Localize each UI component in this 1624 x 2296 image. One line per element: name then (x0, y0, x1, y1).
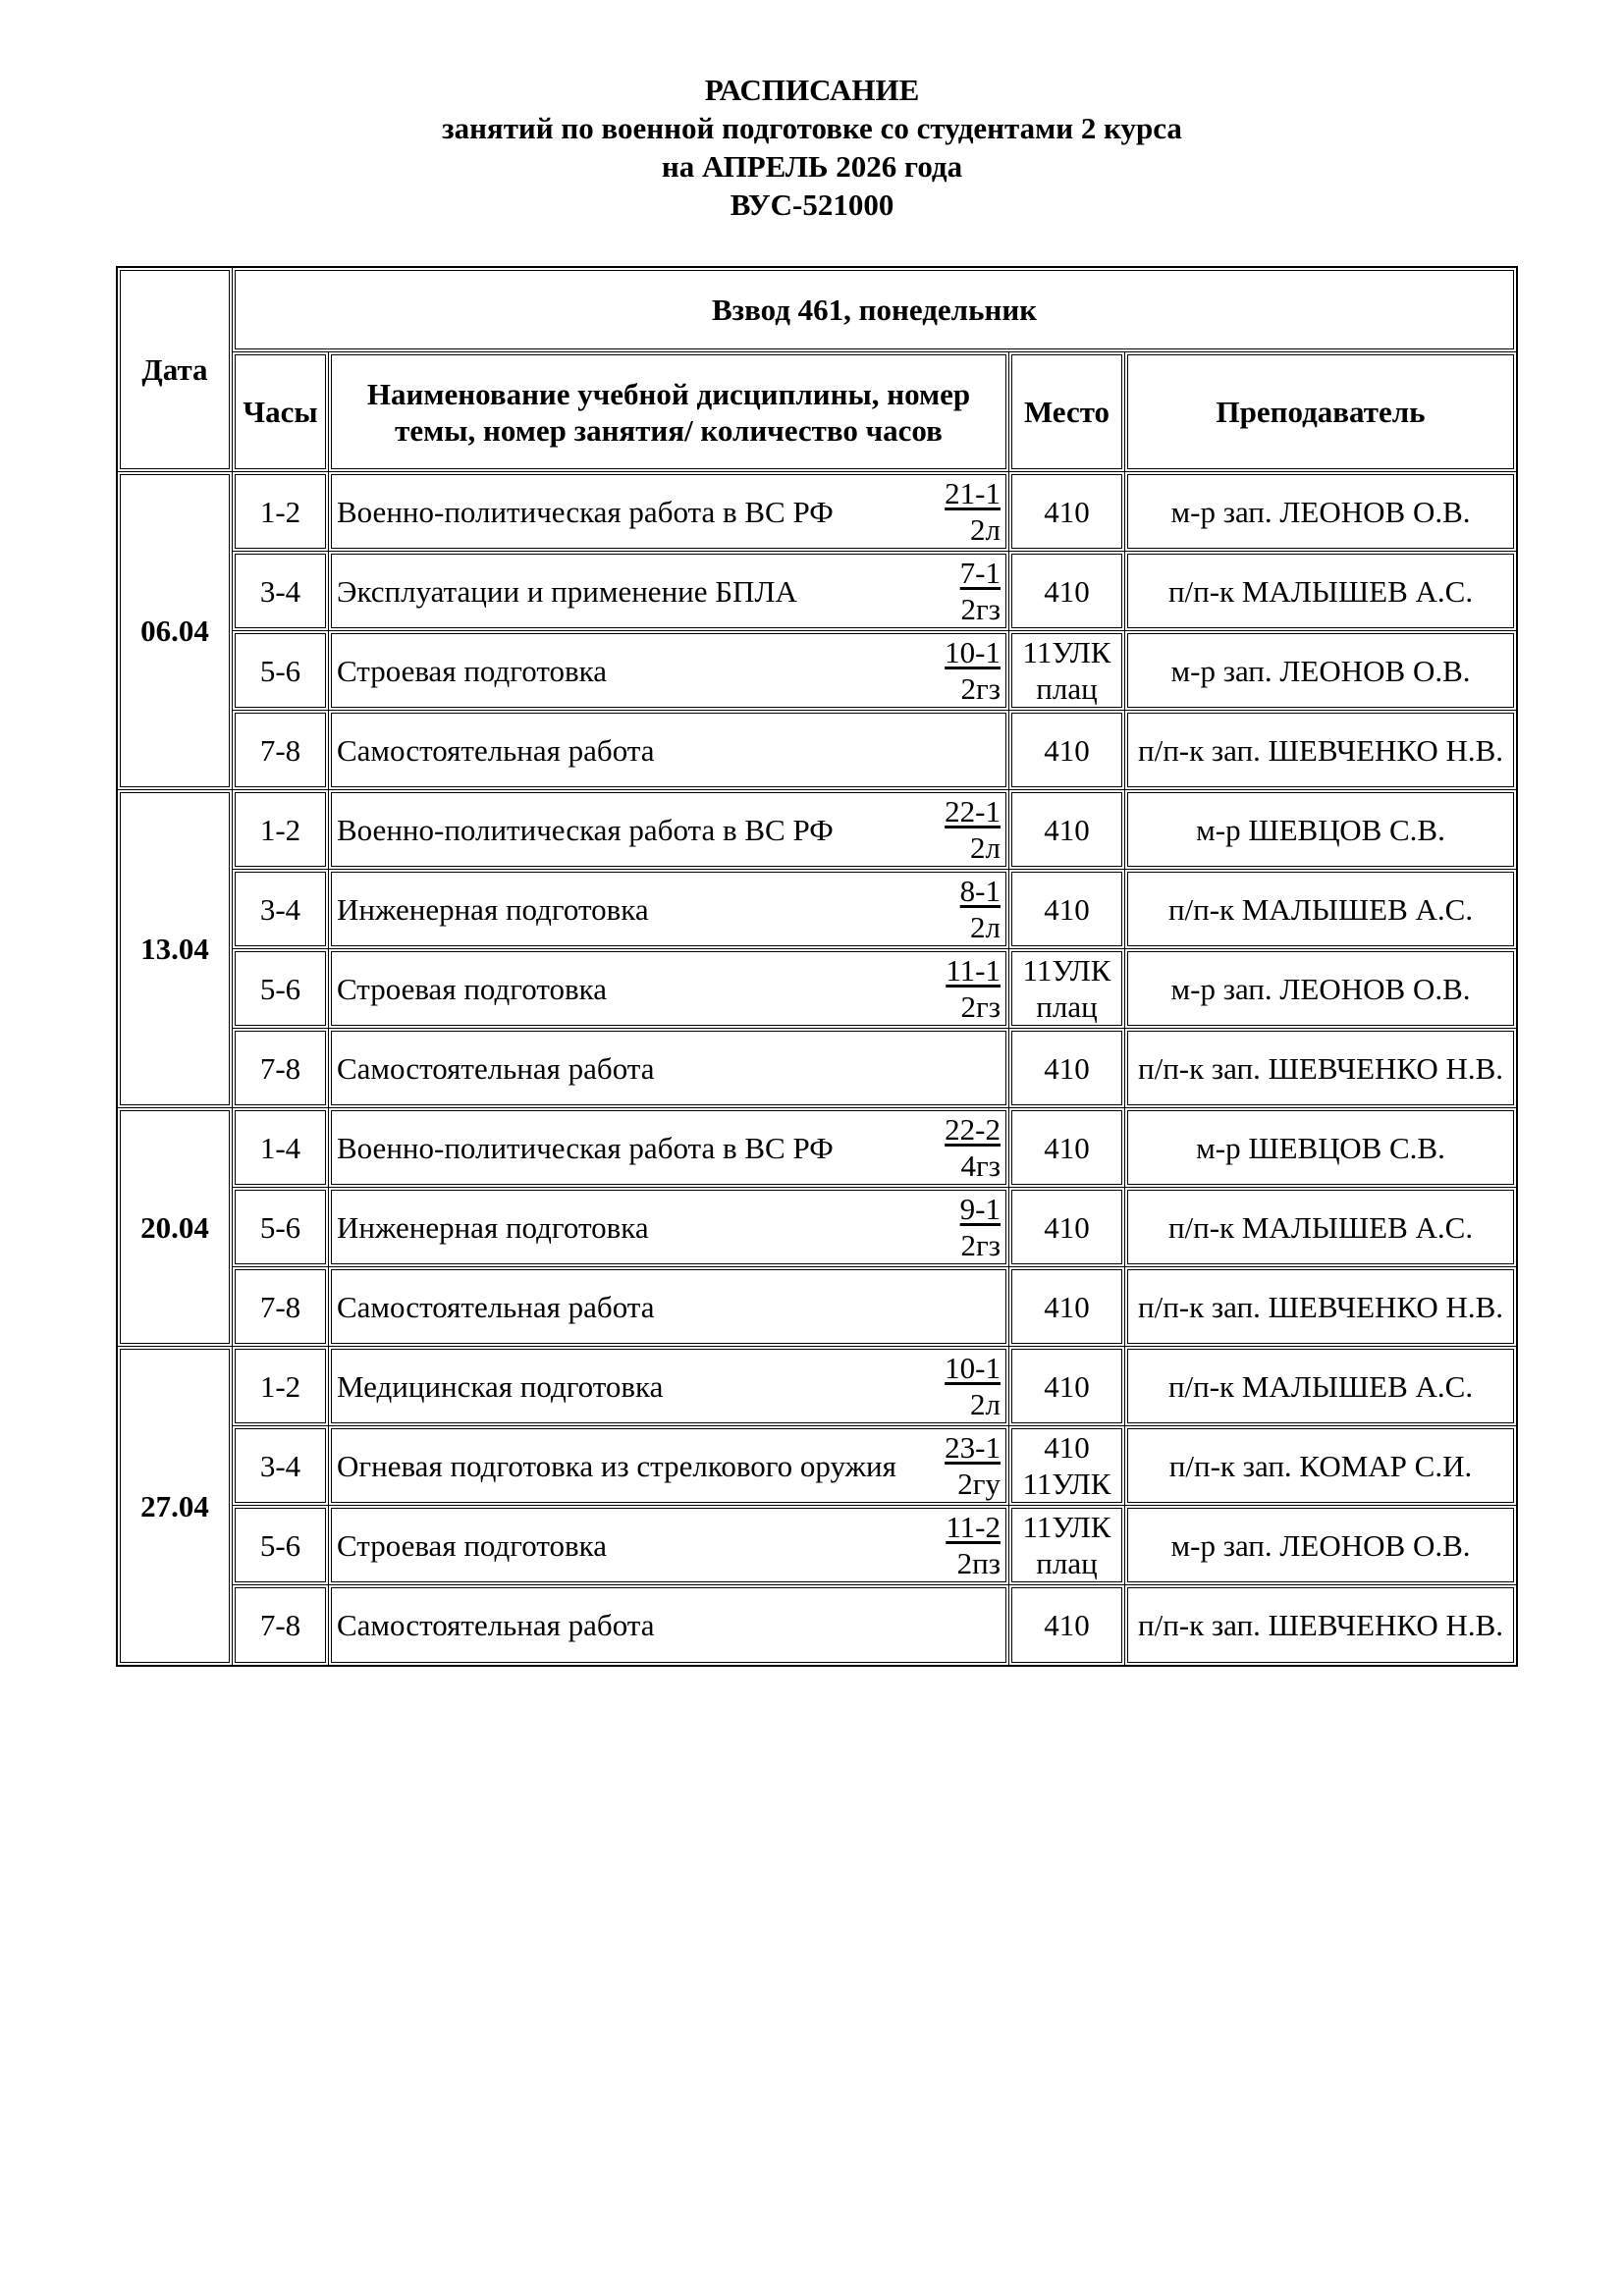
topic-code (932, 555, 1001, 627)
subject-name: Эксплуатации и применение БПЛА (337, 573, 797, 609)
heading-subtitle: занятий по военной подготовке со студентами 2 курса (442, 111, 1182, 145)
place-cell: 410 (1009, 1188, 1125, 1267)
hours-cell: 3-4 (233, 552, 329, 631)
heading-title: РАСПИСАНИЕ (704, 73, 920, 107)
document-heading (0, 71, 1624, 224)
lesson-hours-type: 2л (970, 1387, 1001, 1421)
table-row (118, 1188, 1516, 1267)
subject-cell (329, 1347, 1009, 1426)
subject-wrap (329, 634, 1008, 707)
subject-name: Военно-политическая работа в ВС РФ (337, 1130, 834, 1165)
subject-cell (329, 1426, 1009, 1506)
hours-cell: 7-8 (233, 1585, 329, 1665)
hours-cell: 7-8 (233, 711, 329, 790)
table-row (118, 1029, 1516, 1108)
subject-wrap (329, 952, 1008, 1025)
header-teacher: Преподаватель (1125, 352, 1516, 472)
subject-name: Военно-политическая работа в ВС РФ (337, 494, 834, 529)
table-row (118, 949, 1516, 1029)
lesson-hours-type: 2л (970, 910, 1001, 944)
topic-code (932, 634, 1001, 707)
lesson-hours-type: 2гу (957, 1467, 1001, 1501)
topic-number: 7-1 (959, 556, 1001, 590)
subject-name: Строевая подготовка (337, 1527, 607, 1563)
table-row (118, 1426, 1516, 1506)
teacher-cell: п/п-к зап. ШЕВЧЕНКО Н.В. (1125, 1029, 1516, 1108)
subject-name: Инженерная подготовка (337, 1209, 649, 1245)
topic-number: 11-2 (946, 1510, 1001, 1544)
subject-cell (329, 1188, 1009, 1267)
teacher-cell: п/п-к зап. ШЕВЧЕНКО Н.В. (1125, 711, 1516, 790)
subject-cell (329, 552, 1009, 631)
place-cell: 11УЛК плац (1009, 949, 1125, 1029)
header-row-group (118, 268, 1516, 352)
subject-name: Самостоятельная работа (337, 1608, 655, 1642)
subject-cell (329, 1267, 1009, 1347)
place-cell: 410 (1009, 1267, 1125, 1347)
lesson-hours-type: 2пз (956, 1546, 1001, 1580)
lesson-hours-type: 2гз (960, 671, 1001, 706)
subject-cell (329, 472, 1009, 552)
subject-wrap (329, 1191, 1008, 1263)
schedule-body (118, 268, 1516, 1665)
teacher-cell: п/п-к МАЛЫШЕВ А.С. (1125, 1347, 1516, 1426)
topic-number: 9-1 (959, 1192, 1001, 1226)
subject-wrap (329, 1607, 1008, 1643)
teacher-cell: п/п-к зап. ШЕВЧЕНКО Н.В. (1125, 1267, 1516, 1347)
date-cell: 13.04 (118, 790, 233, 1108)
header-group: Взвод 461, понедельник (233, 268, 1516, 352)
table-row (118, 1108, 1516, 1188)
subject-name: Самостоятельная работа (337, 1289, 655, 1324)
schedule-table (116, 266, 1518, 1667)
topic-code (932, 475, 1001, 548)
place-cell: 410 (1009, 1585, 1125, 1665)
place-cell: 410 (1009, 790, 1125, 870)
subject-wrap (329, 1350, 1008, 1422)
teacher-cell: п/п-к МАЛЫШЕВ А.С. (1125, 552, 1516, 631)
hours-cell: 1-4 (233, 1108, 329, 1188)
topic-number: 10-1 (945, 1351, 1001, 1385)
teacher-cell: м-р зап. ЛЕОНОВ О.В. (1125, 1506, 1516, 1585)
table-row (118, 472, 1516, 552)
topic-code (932, 1429, 1001, 1502)
hours-cell: 5-6 (233, 1188, 329, 1267)
subject-wrap (329, 873, 1008, 945)
subject-name: Самостоятельная работа (337, 732, 655, 768)
subject-cell (329, 631, 1009, 711)
lesson-hours-type: 2л (970, 830, 1001, 865)
place-cell: 410 (1009, 870, 1125, 949)
table-row (118, 552, 1516, 631)
subject-wrap (329, 1050, 1008, 1087)
subject-name: Строевая подготовка (337, 653, 607, 688)
table-row (118, 631, 1516, 711)
lesson-hours-type: 2л (970, 512, 1001, 547)
table-row (118, 870, 1516, 949)
place-cell: 410 (1009, 711, 1125, 790)
topic-code (932, 873, 1001, 945)
subject-cell (329, 711, 1009, 790)
teacher-cell: п/п-к зап. ШЕВЧЕНКО Н.В. (1125, 1585, 1516, 1665)
topic-number: 8-1 (959, 874, 1001, 908)
subject-wrap (329, 555, 1008, 627)
teacher-cell: м-р ШЕВЦОВ С.В. (1125, 1108, 1516, 1188)
subject-name: Медицинская подготовка (337, 1368, 664, 1404)
topic-code (932, 1509, 1001, 1581)
heading-code: ВУС-521000 (730, 187, 894, 222)
subject-cell (329, 1506, 1009, 1585)
lesson-hours-type: 4гз (960, 1148, 1001, 1183)
place-cell: 11УЛК плац (1009, 1506, 1125, 1585)
topic-number: 10-1 (945, 635, 1001, 669)
subject-wrap (329, 1429, 1008, 1502)
hours-cell: 3-4 (233, 870, 329, 949)
hours-cell: 7-8 (233, 1267, 329, 1347)
teacher-cell: м-р ШЕВЦОВ С.В. (1125, 790, 1516, 870)
subject-cell (329, 949, 1009, 1029)
teacher-cell: п/п-к зап. КОМАР С.И. (1125, 1426, 1516, 1506)
date-cell: 06.04 (118, 472, 233, 790)
topic-code (932, 952, 1001, 1025)
place-cell: 11УЛК плац (1009, 631, 1125, 711)
subject-cell (329, 1108, 1009, 1188)
topic-code (932, 1111, 1001, 1184)
place-cell: 410 (1009, 1347, 1125, 1426)
subject-wrap (329, 732, 1008, 769)
header-subject: Наименование учебной дисциплины, номер темы, номер занятия/ количество часов (329, 352, 1009, 472)
place-cell: 410 (1009, 1029, 1125, 1108)
hours-cell: 5-6 (233, 949, 329, 1029)
subject-wrap (329, 793, 1008, 866)
table-row (118, 1347, 1516, 1426)
topic-number: 23-1 (945, 1430, 1001, 1465)
subject-cell (329, 790, 1009, 870)
teacher-cell: м-р зап. ЛЕОНОВ О.В. (1125, 949, 1516, 1029)
hours-cell: 1-2 (233, 472, 329, 552)
lesson-hours-type: 2гз (960, 989, 1001, 1024)
topic-number: 21-1 (945, 476, 1001, 510)
table-row (118, 1585, 1516, 1665)
teacher-cell: м-р зап. ЛЕОНОВ О.В. (1125, 631, 1516, 711)
topic-number: 22-2 (945, 1112, 1001, 1147)
subject-wrap (329, 1111, 1008, 1184)
teacher-cell: п/п-к МАЛЫШЕВ А.С. (1125, 870, 1516, 949)
topic-code (932, 793, 1001, 866)
heading-month: на АПРЕЛЬ 2026 года (661, 149, 963, 184)
table-row (118, 790, 1516, 870)
lesson-hours-type: 2гз (960, 1228, 1001, 1262)
hours-cell: 7-8 (233, 1029, 329, 1108)
topic-number: 11-1 (946, 953, 1001, 988)
place-cell: 410 (1009, 1108, 1125, 1188)
place-cell: 410 (1009, 552, 1125, 631)
table-row (118, 1267, 1516, 1347)
place-cell: 410 (1009, 472, 1125, 552)
header-date: Дата (118, 268, 233, 472)
topic-number: 22-1 (945, 794, 1001, 828)
hours-cell: 5-6 (233, 631, 329, 711)
topic-code (932, 1191, 1001, 1263)
table-row (118, 711, 1516, 790)
table-row (118, 1506, 1516, 1585)
subject-name: Огневая подготовка из стрелкового оружия (337, 1448, 896, 1483)
hours-cell: 3-4 (233, 1426, 329, 1506)
subject-cell (329, 1029, 1009, 1108)
subject-name: Строевая подготовка (337, 971, 607, 1006)
header-row-columns (118, 352, 1516, 472)
subject-cell (329, 1585, 1009, 1665)
hours-cell: 1-2 (233, 1347, 329, 1426)
subject-cell (329, 870, 1009, 949)
lesson-hours-type: 2гз (960, 592, 1001, 626)
header-hours: Часы (233, 352, 329, 472)
date-cell: 27.04 (118, 1347, 233, 1665)
hours-cell: 5-6 (233, 1506, 329, 1585)
teacher-cell: м-р зап. ЛЕОНОВ О.В. (1125, 472, 1516, 552)
place-cell: 410 11УЛК (1009, 1426, 1125, 1506)
hours-cell: 1-2 (233, 790, 329, 870)
subject-name: Самостоятельная работа (337, 1050, 655, 1086)
topic-code (932, 1350, 1001, 1422)
subject-name: Военно-политическая работа в ВС РФ (337, 812, 834, 847)
header-place: Место (1009, 352, 1125, 472)
date-cell: 20.04 (118, 1108, 233, 1347)
subject-wrap (329, 1509, 1008, 1581)
subject-wrap (329, 1289, 1008, 1325)
teacher-cell: п/п-к МАЛЫШЕВ А.С. (1125, 1188, 1516, 1267)
subject-name: Инженерная подготовка (337, 891, 649, 927)
subject-wrap (329, 475, 1008, 548)
